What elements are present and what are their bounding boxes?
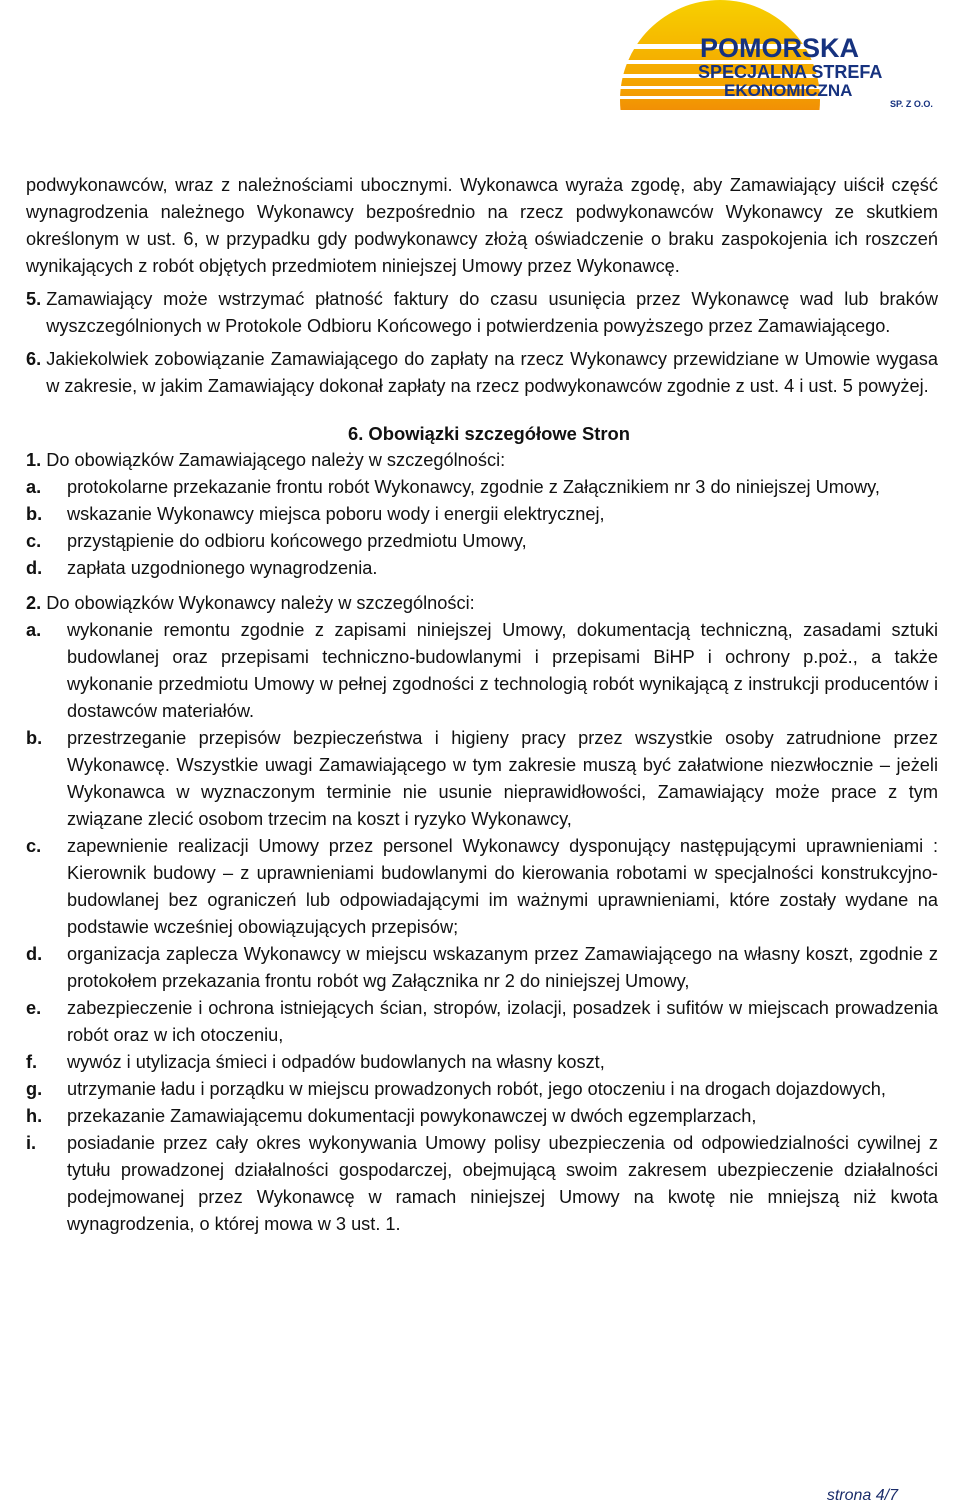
list-item	[26, 1103, 938, 1130]
company-logo	[612, 0, 960, 110]
section-1-title	[26, 447, 938, 474]
list-letter: d.	[26, 944, 43, 964]
list-letter: c.	[26, 531, 42, 551]
page-number: strona 4/7	[826, 1487, 898, 1504]
list-letter: h.	[26, 1106, 43, 1126]
section-number: 2.	[26, 593, 47, 613]
list-letter: e.	[26, 998, 42, 1018]
logo-line-4: SP. Z O.O.	[890, 99, 933, 109]
list-item	[26, 725, 938, 833]
list-letter: a.	[26, 477, 42, 497]
list-item	[26, 617, 938, 725]
section-heading: 6. Obowiązki szczegółowe Stron	[347, 423, 631, 444]
clause-number: 5.	[26, 289, 47, 309]
list-text: przestrzeganie przepisów bezpieczeństwa i higieny pracy przez wszystkie osoby zatrudnione przez Wykonawcę. Wszystkie uwagi Zamawiającego w tym zakresie muszą być załatwione niezwłocznie – jeżeli Wykonawca w wyznaczonym terminie nie usunie nieprawidłowości, Zamawiający może prace z tym związane zlecić osobom trzecim na koszt i ryzyko Wykonawcy,	[67, 728, 938, 829]
list-letter: b.	[26, 728, 43, 748]
list-letter: g.	[26, 1079, 43, 1099]
list-text: utrzymanie ładu i porządku w miejscu prowadzonych robót, jego otoczeniu i na drogach dojazdowych,	[67, 1079, 886, 1099]
list-letter: a.	[26, 620, 42, 640]
list-item	[26, 1076, 938, 1103]
list-item	[26, 474, 938, 501]
list-text: protokolarne przekazanie frontu robót Wykonawcy, zgodnie z Załącznikiem nr 3 do niniejszej Umowy,	[67, 477, 880, 497]
list-text: wykonanie remontu zgodnie z zapisami niniejszej Umowy, dokumentacją techniczną, zasadami sztuki budowlanej oraz przepisami techniczno-budowlanymi i przepisami BiHP i ochrony p.poż., a także wykonanie przedmiotu Umowy w pełnej zgodności z technologią robót wynikającą z instrukcji producentów i dostawców materiałów.	[67, 620, 938, 721]
section-2-title	[26, 590, 938, 617]
list-text: wywóz i utylizacja śmieci i odpadów budowlanych na własny koszt,	[67, 1052, 605, 1072]
list-text: posiadanie przez cały okres wykonywania Umowy polisy ubezpieczenia od odpowiedzialności cywilnej z tytułu prowadzonej działalności gospodarczej, obejmującą swoim zakresem ubezpieczenie działalności podejmowanej przez Wykonawcę w ramach niniejszej Umowy na kwotę nie mniejszą niż kwota wynagrodzenia, o której mowa w 3 ust. 1.	[67, 1133, 938, 1234]
list-letter: b.	[26, 504, 43, 524]
clause-number: 6.	[26, 349, 47, 369]
clause-text: Zamawiający może wstrzymać płatność faktury do czasu usunięcia przez Wykonawcę wad lub braków wyszczególnionych w Protokole Odbioru Końcowego i potwierdzenia powyższego przez Zamawiającego.	[46, 289, 938, 336]
document-body	[26, 172, 938, 1238]
list-letter: d.	[26, 558, 43, 578]
section-title: Do obowiązków Zamawiającego należy w szczególności:	[46, 450, 506, 470]
list-text: przystąpienie do odbioru końcowego przedmiotu Umowy,	[67, 531, 527, 551]
logo-line-2: SPECJALNA STREFA	[698, 62, 883, 82]
list-item	[26, 1130, 938, 1238]
list-text: organizacja zaplecza Wykonawcy w miejscu wskazanym przez Zamawiającego na własny koszt, zgodnie z protokołem przekazania frontu robót wg Załącznika nr 2 do niniejszej Umowy,	[67, 944, 938, 991]
list-text: wskazanie Wykonawcy miejsca poboru wody i energii elektrycznej,	[67, 504, 605, 524]
list-text: zapewnienie realizacji Umowy przez personel Wykonawcy dysponujący następującymi uprawnieniami : Kierownik budowy – z uprawnieniami budowlanymi do kierowania robotami w specjalności konstrukcyjno-budowlanej bez ograniczeń lub odpowiadającymi im ważnymi uprawnieniami, które zostały wydane na podstawie wcześniej obowiązujących przepisów;	[67, 836, 938, 937]
sun-logo-graphic	[612, 0, 960, 110]
list-letter: c.	[26, 836, 42, 856]
list-text: zapłata uzgodnionego wynagrodzenia.	[67, 558, 378, 578]
intro-paragraph: podwykonawców, wraz z należnościami ubocznymi. Wykonawca wyraża zgodę, aby Zamawiający uiścił część wynagrodzenia należnego Wykonawcy bezpośrednio na rzecz podwykonawców Wykonawcy ze skutkiem określonym w ust. 6, w przypadku gdy podwykonawcy złożą oświadczenie o braku zaspokojenia ich roszczeń wynikających z robót objętych przedmiotem niniejszej Umowy przez Wykonawcę.	[26, 175, 938, 276]
clause-6	[26, 346, 938, 400]
section-title: Do obowiązków Wykonawcy należy w szczególności:	[46, 593, 475, 613]
list-item	[26, 995, 938, 1049]
list-text: przekazanie Zamawiającemu dokumentacji powykonawczej w dwóch egzemplarzach,	[67, 1106, 757, 1126]
logo-line-1: POMORSKA	[700, 33, 860, 63]
clause-text: Jakiekolwiek zobowiązanie Zamawiającego do zapłaty na rzecz Wykonawcy przewidziane w Umowie wygasa w zakresie, w jakim Zamawiający dokonał zapłaty na rzecz podwykonawców zgodnie z ust. 4 i ust. 5 powyżej.	[46, 349, 938, 396]
list-item	[26, 528, 938, 555]
list-item	[26, 555, 938, 582]
section-number: 1.	[26, 450, 47, 470]
list-item	[26, 501, 938, 528]
logo-line-3: EKONOMICZNA	[724, 81, 853, 100]
list-item	[26, 1049, 938, 1076]
list-letter: i.	[26, 1133, 37, 1153]
list-item	[26, 833, 938, 941]
list-text: zabezpieczenie i ochrona istniejących ścian, stropów, izolacji, posadzek i sufitów w miejscach prowadzenia robót oraz w ich otoczeniu,	[67, 998, 938, 1045]
clause-5	[26, 286, 938, 340]
list-letter: f.	[26, 1052, 38, 1072]
list-item	[26, 941, 938, 995]
